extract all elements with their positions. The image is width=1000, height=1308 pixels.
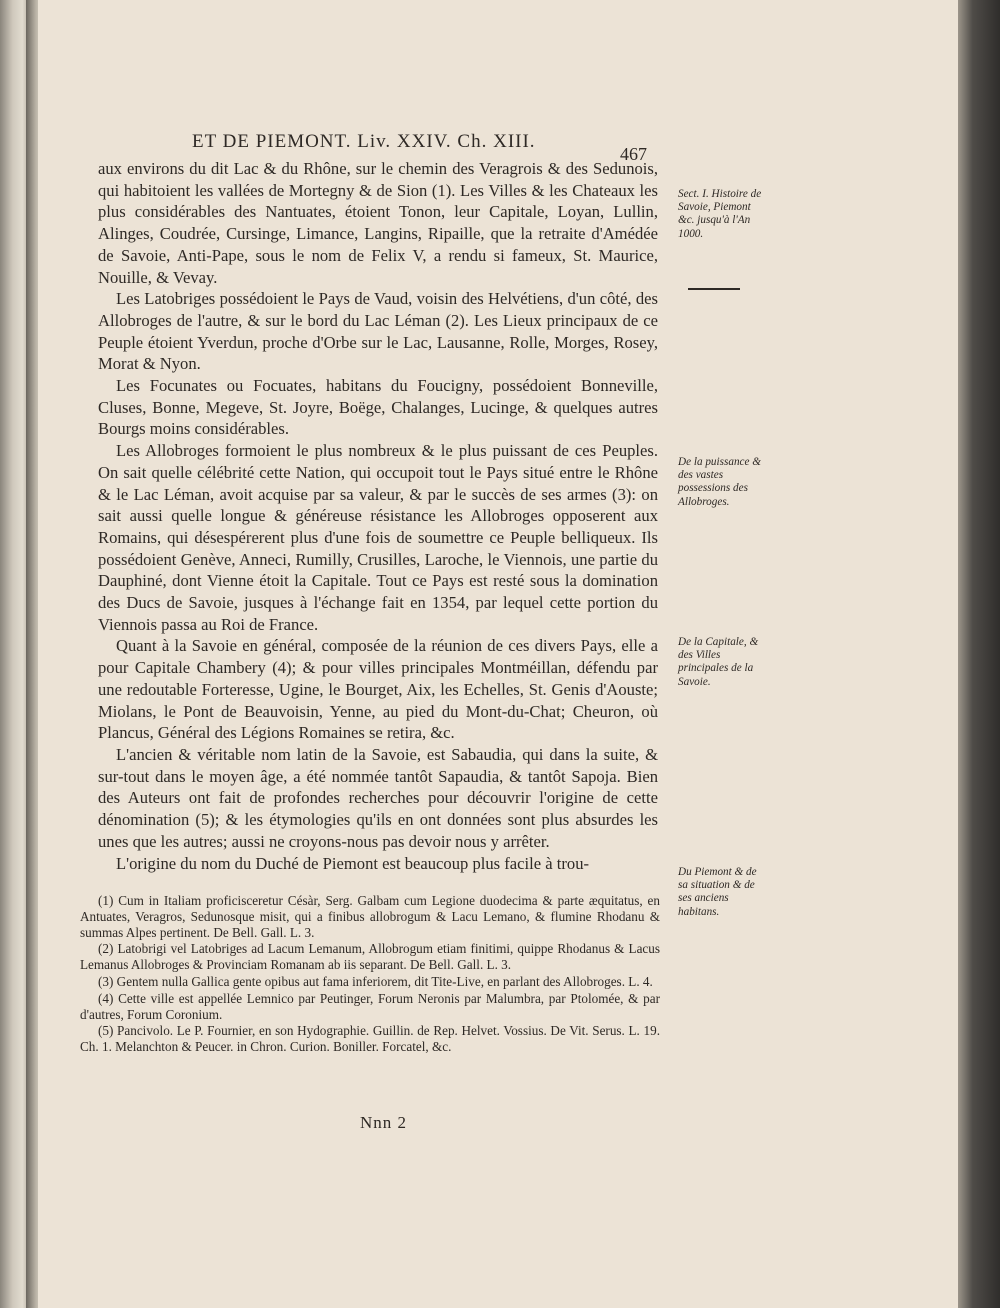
margin-note-piemont: Du Piemont & de sa situation & de ses anciens habitans. — [678, 866, 757, 918]
margin-note-capitale: De la Capitale, & des Villes principales de la Savoie. — [678, 636, 759, 688]
paragraph: aux environs du dit Lac & du Rhône, sur le chemin des Veragrois & des Sedunois, qui habitoient les vallées de Mortegny & de Sion (1). Les Villes & les Chateaux les plus considérables des Nantuates, étoient Tonon, leur Capitale, Loyan, Lullin, Alinges, Coudrée, Cursinge, Limance, Langins, Ripaille, que la retraite d'Amédée de Savoie, Anti-Pape, sous le nom de Felix V, a rendu si fameux, St. Maurice, Nouille, & Vevay. — [98, 159, 658, 287]
paragraph: L'origine du nom du Duché de Piemont est beaucoup plus facile à trou- — [116, 853, 590, 873]
footnote: (5) Pancivolo. Le P. Fournier, en son Hydographie. Guillin. de Rep. Helvet. Vossius. De Vit. Serus. L. 19. Ch. 1. Melanchton & Peucer. in Chron. Curion. Boniller. Forcatel, &c. — [80, 1023, 660, 1055]
margin-rule — [688, 288, 740, 290]
main-text — [98, 158, 658, 874]
signature-mark: Nnn 2 — [360, 1113, 408, 1132]
margin-note-section: Sect. I. Histoire de Savoie, Piemont &c. jusqu'à l'An 1000. — [678, 188, 762, 240]
running-head: ET DE PIEMONT. Liv. XXIV. Ch. XIII. — [192, 131, 536, 152]
page-edge-shadow — [958, 0, 1000, 1308]
paragraph: Les Latobriges possédoient le Pays de Vaud, voisin des Helvétiens, d'un côté, des Allobroges de l'autre, & sur le bord du Lac Léman (2). Les Lieux principaux de ce Peuple étoient Yverdun, proche d'Orbe sur le Lac, Lausanne, Rolle, Morges, Rosey, Morat & Nyon. — [98, 289, 658, 374]
footnote: (1) Cum in Italiam proficisceretur Césàr, Serg. Galbam cum Legione duodecima & parte æquitatus, en Antuates, Veragros, Sedunosque misit, qui a finibus allobrogum & Lacu Lemano, & flumine Rhodanu & summas Alpes pertinent. De Bell. Gall. L. 3. — [80, 893, 660, 940]
footnote: (4) Cette ville est appellée Lemnico par Peutinger, Forum Neronis par Malumbra, par Ptolomée, & par d'autres, Forum Coronium. — [80, 990, 660, 1022]
paragraph: Les Focunates ou Focuates, habitans du Foucigny, possédoient Bonneville, Cluses, Bonne, Megeve, St. Joyre, Boëge, Chalanges, Lucinge, & quelques autres Bourgs moins considérables. — [98, 376, 658, 439]
footnotes — [80, 893, 660, 1056]
paragraph: Les Allobroges formoient le plus nombreux & le plus puissant de ces Peuples. On sait quelle célébrité cette Nation, qui occupoit tout le Pays situé entre le Rhône & le Lac Léman, avoit acquise par sa valeur, & par le succès de ses armes (3): on sait aussi quelle longue & généreuse résistance les Allobroges opposerent aux Romains, qui désespérerent plus d'une fois de soumettre ce Peuple belliqueux. Ils possédoient Genève, Anneci, Rumilly, Crusilles, Laroche, le Viennois, une partie du Dauphiné, dont Vienne étoit la Capitale. Tout ce Pays est resté sous la domination des Ducs de Savoie, jusques à l'échange fait en 1354, par lequel cette portion du Viennois passa au Roi de France. — [98, 441, 658, 634]
paragraph: Quant à la Savoie en général, composée de la réunion de ces divers Pays, elle a pour Capitale Chambery (4); & pour villes principales Montméillan, défendu par une redoutable Forteresse, Ugine, le Bourget, Aix, les Echelles, St. Genis d'Aouste; Miolans, le Pont de Beauvoisin, Yenne, au pied du Mont-du-Chat; Cheuron, où Plancus, Général des Légions Romaines se retira, &c. — [98, 636, 658, 743]
page-number: 467 — [620, 144, 647, 164]
footnote: (2) Latobrigi vel Latobriges ad Lacum Lemanum, Allobrogum etiam finitimi, quippe Rhodanus & Lacus Lemanus Allobroges & Provinciam Romanam ab iis separant. De Bell. Gall. L. 3. — [80, 941, 660, 973]
margin-note-allobroges: De la puissance & des vastes possessions des Allobroges. — [678, 456, 761, 508]
paragraph: L'ancien & véritable nom latin de la Savoie, est Sabaudia, qui dans la suite, & sur-tout dans le moyen âge, a été nommée tantôt Sapaudia, & tantôt Sapoja. Bien des Auteurs ont fait de profondes recherches pour découvrir l'origine de cette dénomination (5); & les étymologies qu'ils en ont données sont plus absurdes les unes que les autres; aussi ne croyons-nous pas devoir nous y arrêter. — [98, 744, 658, 851]
footnote: (3) Gentem nulla Gallica gente opibus aut fama inferiorem, dit Tite-Live, en parlant des Allobroges. L. 4. — [98, 973, 653, 989]
left-page-edge — [0, 0, 28, 1308]
